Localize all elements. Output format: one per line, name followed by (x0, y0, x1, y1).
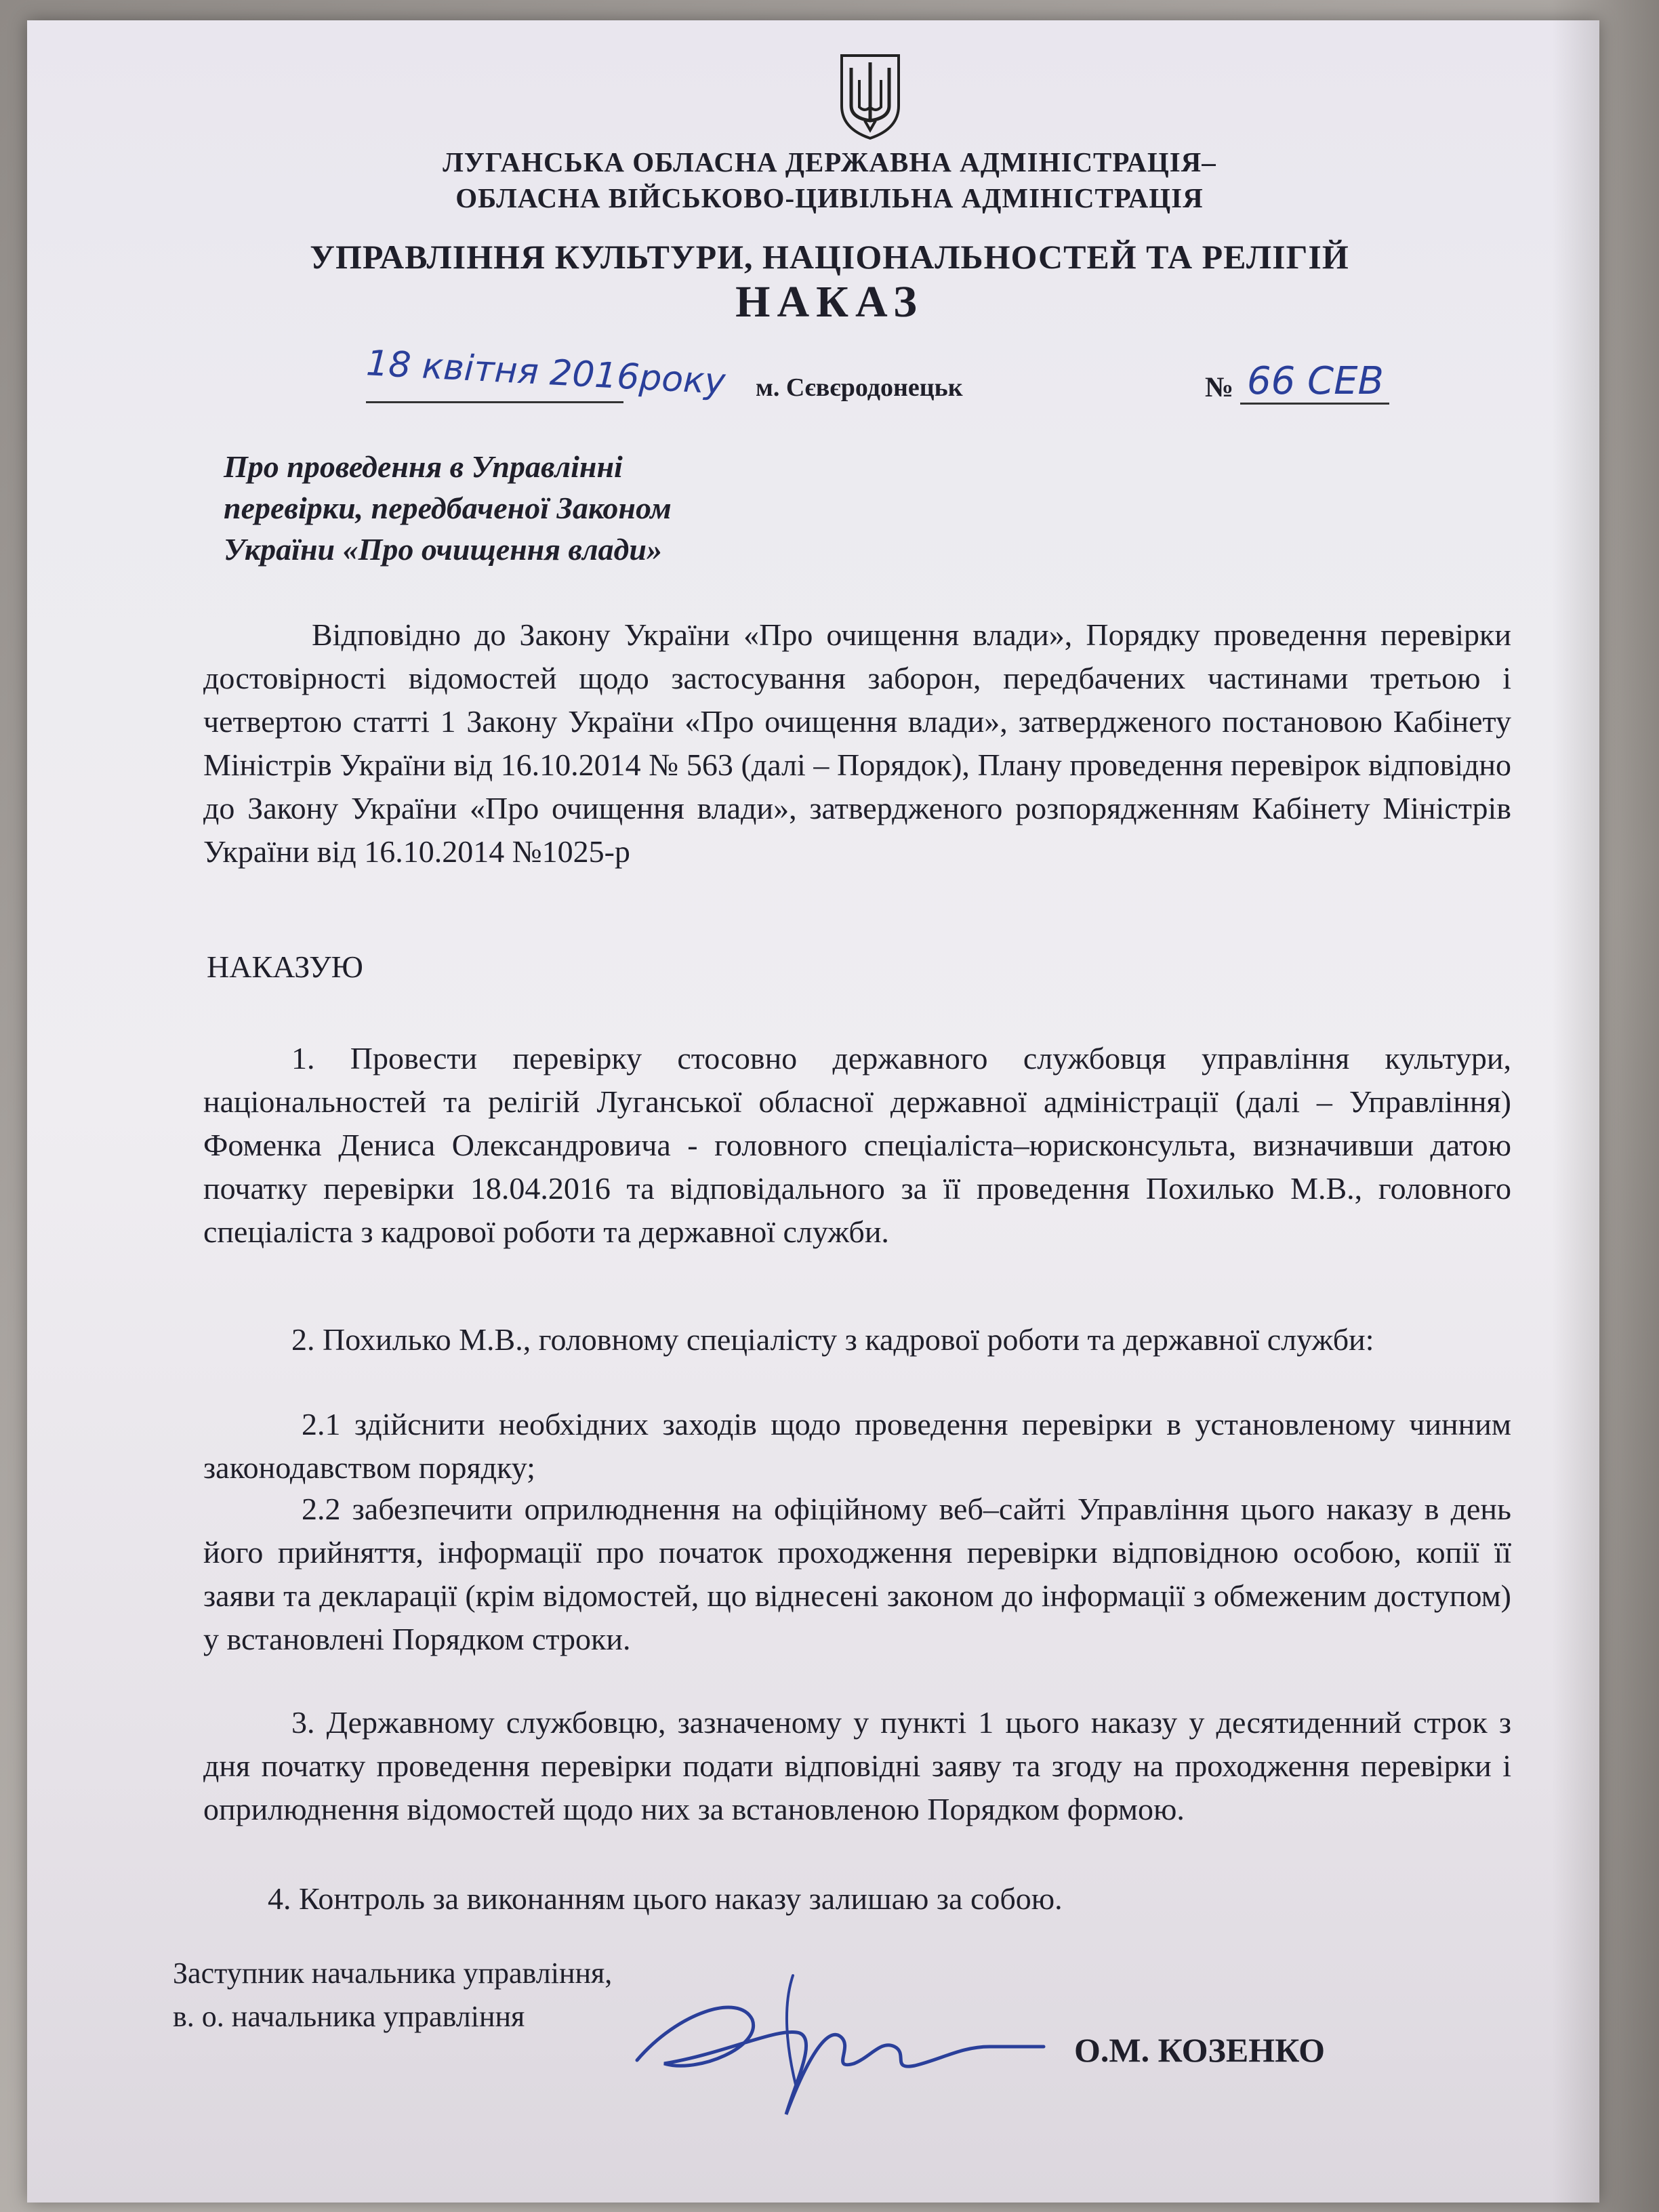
number-label: № (1205, 372, 1234, 403)
number-underline (1240, 401, 1389, 405)
handwritten-number: 66 СЕВ (1247, 359, 1384, 403)
intro-paragraph: Відповідно до Закону України «Про очищення влади», Порядку проведення перевірки достовірності відомостей щодо застосування заборон, передбачених частинами третьою і четвертою статті 1 Закону України «Про очищення влади», затвердженого постановою Кабінету Міністрів України від 16.10.2014 № 563 (далі – Порядок), Плану проведення перевірок відповідно до Закону України «Про очищення влади», затвердженого розпорядженням Кабінету Міністрів України від 16.10.2014 №1025-р (203, 617, 1511, 869)
subject-block (224, 446, 672, 570)
handwritten-signature (623, 1945, 1057, 2128)
date-underline (366, 400, 623, 403)
department-name: УПРАВЛІННЯ КУЛЬТУРИ, НАЦІОНАЛЬНОСТЕЙ ТА РЕЛІГІЙ (310, 238, 1349, 276)
signatory-role-line: Заступник начальника управління, (173, 1957, 613, 1990)
item-2-1: 2.1 здійснити необхідних заходів щодо проведення перевірки в установленому чинним законодавством порядку; (203, 1407, 1511, 1485)
subject-line: перевірки, передбаченої Законом (224, 491, 672, 525)
item-1: 1. Провести перевірку стосовно державного службовця управління культури, національностей та релігій Луганської обласної державної адміністрації (далі – Управління) Фоменка Дениса Олександровича - головного спеціаліста–юрисконсульта, визначивши датою початку перевірки 18.04.2016 та відповідального за її проведення Похилько М.В., головного спеціаліста з кадрової роботи та державної служби. (203, 1041, 1511, 1249)
signatory-role-line: в. о. начальника управління (173, 2000, 525, 2033)
signatory-name: О.М. КОЗЕНКО (1074, 2031, 1326, 2069)
city: м. Сєвєродонецьк (756, 373, 963, 402)
edge-shadow (1552, 0, 1659, 2212)
item-2: 2. Похилько М.В., головному спеціалісту з кадрової роботи та державної служби: (291, 1322, 1374, 1357)
item-2-2: 2.2 забезпечити оприлюднення на офіційному веб–сайті Управління цього наказу в день його прийняття, інформації про початок проходження перевірки відповідною особою, копії її заяви та декларації (крім відомостей, що віднесені законом до інформації з обмеженим доступом) у встановлені Порядком строки. (203, 1492, 1511, 1656)
item-3: 3. Державному службовцю, зазначеному у пункті 1 цього наказу у десятиденний строк з дня початку проведення перевірки подати відповідні заяву та згоду на проходження перевірки і оприлюднення відомостей щодо них за встановленою Порядком формою. (203, 1705, 1511, 1826)
header-line-2: ОБЛАСНА ВІЙСЬКОВО-ЦИВІЛЬНА АДМІНІСТРАЦІЯ (455, 182, 1204, 213)
signatory-role (173, 1952, 612, 2039)
item-4: 4. Контроль за виконанням цього наказу залишаю за собою. (268, 1881, 1063, 1916)
document-title: НАКАЗ (735, 277, 924, 327)
subject-line: Про проведення в Управлінні (224, 449, 623, 484)
trident-emblem-icon (838, 53, 903, 141)
handwritten-date: 18 квітня 2016року (365, 343, 726, 403)
header-line-1: ЛУГАНСЬКА ОБЛАСНА ДЕРЖАВНА АДМІНІСТРАЦІЯ– (443, 146, 1216, 178)
order-word: НАКАЗУЮ (207, 949, 363, 984)
subject-line: України «Про очищення влади» (224, 532, 662, 567)
